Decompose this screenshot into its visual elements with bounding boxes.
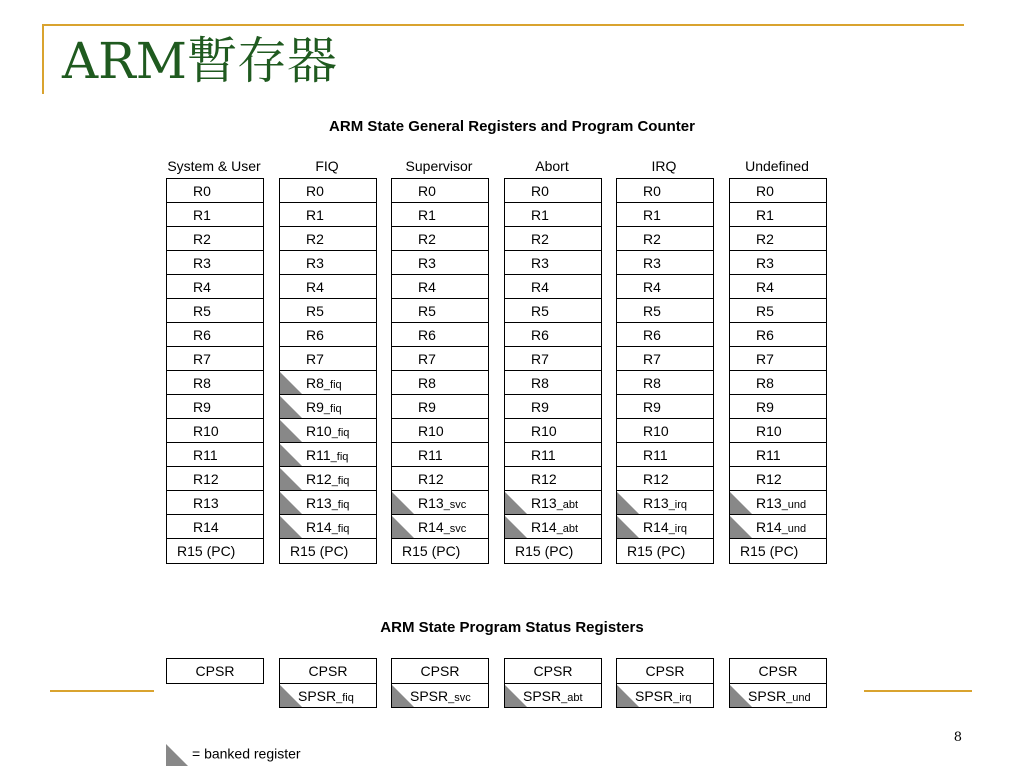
register-cell: R6 <box>505 323 601 347</box>
banked-marker-icon <box>280 444 302 466</box>
register-cell: R3 <box>730 251 826 275</box>
register-cell: R8 <box>617 371 713 395</box>
general-registers-title: ARM State General Registers and Program Counter <box>329 118 695 135</box>
register-cell: R4 <box>617 275 713 299</box>
register-column <box>729 178 827 564</box>
register-cell: R1 <box>392 203 488 227</box>
register-cell: R0 <box>392 179 488 203</box>
banked-marker-icon <box>392 516 414 538</box>
register-cell: R13_abt <box>505 491 601 515</box>
register-cell: R9_fiq <box>280 395 376 419</box>
register-column <box>391 178 489 564</box>
register-cell: R11 <box>505 443 601 467</box>
register-cell: R13_und <box>730 491 826 515</box>
register-cell: R0 <box>730 179 826 203</box>
psr-column <box>616 658 714 708</box>
register-column <box>616 178 714 564</box>
register-cell: R7 <box>617 347 713 371</box>
register-cell: R14 <box>167 515 263 539</box>
register-cell: R12_fiq <box>280 467 376 491</box>
register-cell: R6 <box>167 323 263 347</box>
psr-column <box>166 658 264 684</box>
banked-marker-icon <box>730 516 752 538</box>
register-cell: R3 <box>167 251 263 275</box>
register-cell: R0 <box>280 179 376 203</box>
register-cell: R15 (PC) <box>627 543 686 559</box>
register-cell: R13_fiq <box>280 491 376 515</box>
spsr-cell: SPSR_irq <box>617 683 713 707</box>
register-cell: R9 <box>730 395 826 419</box>
register-cell: R14_svc <box>392 515 488 539</box>
cpsr-cell: CPSR <box>195 663 235 679</box>
register-cell: R6 <box>392 323 488 347</box>
register-cell: R10 <box>392 419 488 443</box>
spsr-cell: SPSR_fiq <box>280 683 376 707</box>
register-cell: R6 <box>617 323 713 347</box>
register-cell: R7 <box>392 347 488 371</box>
cpsr-cell: CPSR <box>533 663 573 679</box>
register-cell: R11 <box>730 443 826 467</box>
legend <box>166 744 301 766</box>
register-cell: R5 <box>730 299 826 323</box>
register-cell: R15 (PC) <box>740 543 799 559</box>
register-cell: R10_fiq <box>280 419 376 443</box>
register-cell: R15 (PC) <box>177 543 236 559</box>
register-cell: R12 <box>730 467 826 491</box>
psr-column <box>279 658 377 708</box>
spsr-cell: SPSR_abt <box>505 683 601 707</box>
mode-header: IRQ <box>651 158 677 174</box>
register-cell: R14_und <box>730 515 826 539</box>
banked-marker-icon <box>617 685 639 707</box>
register-cell: R8 <box>167 371 263 395</box>
register-cell: R5 <box>280 299 376 323</box>
register-cell: R12 <box>167 467 263 491</box>
register-cell: R1 <box>280 203 376 227</box>
register-cell: R12 <box>505 467 601 491</box>
register-cell: R1 <box>617 203 713 227</box>
register-cell: R10 <box>617 419 713 443</box>
psr-title: ARM State Program Status Registers <box>380 619 644 636</box>
register-cell: R1 <box>730 203 826 227</box>
register-cell: R11_fiq <box>280 443 376 467</box>
register-cell: R2 <box>167 227 263 251</box>
banked-marker-icon <box>505 685 527 707</box>
register-cell: R13_irq <box>617 491 713 515</box>
register-cell: R5 <box>167 299 263 323</box>
register-cell: R10 <box>167 419 263 443</box>
register-cell: R10 <box>505 419 601 443</box>
cpsr-cell: CPSR <box>420 663 460 679</box>
banked-marker-icon <box>730 685 752 707</box>
register-cell: R2 <box>280 227 376 251</box>
register-cell: R11 <box>392 443 488 467</box>
spsr-cell: SPSR_svc <box>392 683 488 707</box>
register-cell: R15 (PC) <box>515 543 574 559</box>
register-cell: R12 <box>617 467 713 491</box>
register-cell: R3 <box>392 251 488 275</box>
banked-marker-icon <box>730 492 752 514</box>
register-cell: R2 <box>392 227 488 251</box>
accent-line-left <box>42 24 44 94</box>
accent-line-bottom-right <box>864 690 972 692</box>
register-cell: R5 <box>392 299 488 323</box>
register-cell: R13 <box>167 491 263 515</box>
register-cell: R15 (PC) <box>290 543 349 559</box>
register-cell: R4 <box>392 275 488 299</box>
register-cell: R2 <box>617 227 713 251</box>
banked-marker-icon <box>280 468 302 490</box>
register-cell: R14_abt <box>505 515 601 539</box>
register-cell: R6 <box>280 323 376 347</box>
register-cell: R13_svc <box>392 491 488 515</box>
psr-column <box>391 658 489 708</box>
register-cell: R3 <box>280 251 376 275</box>
register-cell: R7 <box>505 347 601 371</box>
psr-column <box>504 658 602 708</box>
register-cell: R0 <box>617 179 713 203</box>
register-column <box>504 178 602 564</box>
register-cell: R9 <box>617 395 713 419</box>
banked-marker-icon <box>617 492 639 514</box>
mode-header: FIQ <box>315 158 339 174</box>
register-cell: R6 <box>730 323 826 347</box>
register-cell: R2 <box>505 227 601 251</box>
banked-marker-icon <box>166 744 188 766</box>
register-cell: R11 <box>167 443 263 467</box>
spsr-cell: SPSR_und <box>730 683 826 707</box>
banked-marker-icon <box>280 396 302 418</box>
cpsr-cell: CPSR <box>308 663 348 679</box>
register-cell: R9 <box>392 395 488 419</box>
register-cell: R7 <box>167 347 263 371</box>
register-cell: R7 <box>730 347 826 371</box>
register-cell: R8 <box>392 371 488 395</box>
banked-marker-icon <box>617 516 639 538</box>
register-cell: R11 <box>617 443 713 467</box>
register-cell: R0 <box>167 179 263 203</box>
banked-marker-icon <box>392 685 414 707</box>
mode-header: Undefined <box>745 158 809 174</box>
mode-header: Abort <box>535 158 569 174</box>
banked-marker-icon <box>505 492 527 514</box>
register-cell: R10 <box>730 419 826 443</box>
banked-marker-icon <box>280 516 302 538</box>
mode-header: Supervisor <box>405 158 473 174</box>
register-cell: R5 <box>617 299 713 323</box>
register-cell: R8 <box>505 371 601 395</box>
register-cell: R8 <box>730 371 826 395</box>
mode-header: System & User <box>167 158 261 174</box>
register-cell: R0 <box>505 179 601 203</box>
register-cell: R4 <box>167 275 263 299</box>
register-cell: R5 <box>505 299 601 323</box>
register-cell: R8_fiq <box>280 371 376 395</box>
register-cell: R4 <box>505 275 601 299</box>
register-cell: R9 <box>167 395 263 419</box>
register-column <box>279 178 377 564</box>
cpsr-cell: CPSR <box>758 663 798 679</box>
register-cell: R15 (PC) <box>402 543 461 559</box>
register-cell: R14_irq <box>617 515 713 539</box>
register-cell: R2 <box>730 227 826 251</box>
register-cell: R4 <box>730 275 826 299</box>
legend-text: = banked register <box>192 745 301 762</box>
banked-marker-icon <box>505 516 527 538</box>
register-cell: R1 <box>167 203 263 227</box>
cpsr-cell: CPSR <box>645 663 685 679</box>
register-cell: R3 <box>505 251 601 275</box>
banked-marker-icon <box>280 685 302 707</box>
register-cell: R9 <box>505 395 601 419</box>
register-cell: R14_fiq <box>280 515 376 539</box>
slide-title: ARM暫存器 <box>62 32 337 90</box>
banked-marker-icon <box>280 420 302 442</box>
banked-marker-icon <box>280 492 302 514</box>
register-cell: R7 <box>280 347 376 371</box>
banked-marker-icon <box>280 372 302 394</box>
page-number: 8 <box>953 730 962 745</box>
register-cell: R12 <box>392 467 488 491</box>
accent-line-top <box>42 24 964 26</box>
accent-line-bottom-left <box>50 690 154 692</box>
register-column <box>166 178 264 564</box>
psr-column <box>729 658 827 708</box>
register-cell: R4 <box>280 275 376 299</box>
register-cell: R3 <box>617 251 713 275</box>
banked-marker-icon <box>392 492 414 514</box>
register-cell: R1 <box>505 203 601 227</box>
